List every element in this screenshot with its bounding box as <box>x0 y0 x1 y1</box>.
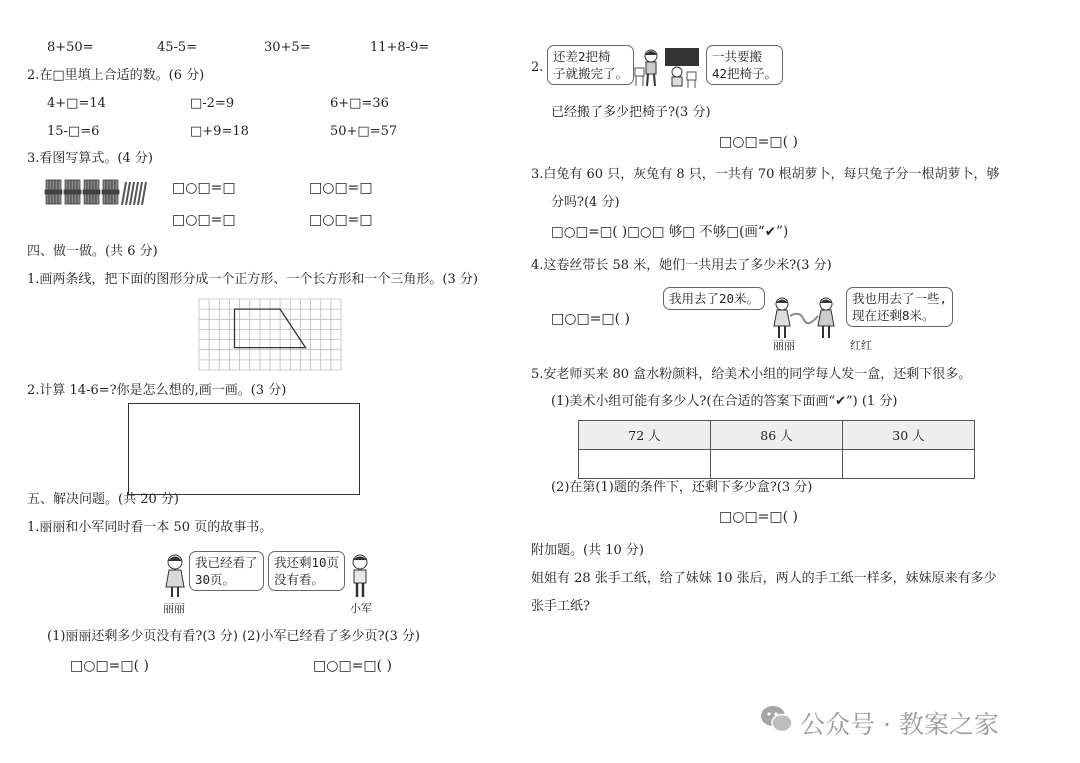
r-q5-title: 5.安老师买来 80 盒水粉颜料，给美术小组的同学每人发一盒，还剩下很多。 <box>531 367 972 382</box>
r-q3-answer: □○□=□( )□○□ 够□ 不够□(画“✔”) <box>551 224 789 240</box>
chair-speech-bubble-2 <box>706 45 783 85</box>
r-q5-sub2: (2)在第(1)题的条件下，还剩下多少盒?(3 分) <box>551 480 813 495</box>
option-86: 86 人 <box>711 421 843 450</box>
bubble-line: 30页。 <box>195 572 236 587</box>
r-q3-line2: 分吗?(4 分) <box>551 195 620 210</box>
bubble-line: 子就搬完了。 <box>553 66 629 81</box>
section-5-title: 五、解决问题。(共 20 分) <box>27 492 179 507</box>
r-q5-answer: □○□=□( ) <box>719 509 799 525</box>
extra-title: 附加题。(共 10 分) <box>531 543 644 558</box>
lili-speech-bubble <box>189 551 264 591</box>
extra-line2: 张手工纸? <box>531 599 590 614</box>
option-72: 72 人 <box>579 421 711 450</box>
ribbon-speech-bubble-1 <box>663 287 765 310</box>
r-q4-answer: □○□=□( ) <box>551 311 631 327</box>
bubble-line: 没有看。 <box>274 572 325 587</box>
q2-title: 2.在□里填上合适的数。(6 分) <box>27 68 205 83</box>
grid-trapezoid-figure <box>199 299 341 370</box>
calc-item-2: 45-5= <box>157 40 198 55</box>
girl-lili-figure <box>163 553 187 599</box>
mark-cell-86[interactable] <box>711 450 843 479</box>
sticks-picture <box>46 178 156 208</box>
wechat-logo-icon <box>760 704 794 734</box>
lili-name-label: 丽丽 <box>773 339 795 352</box>
boy-xiaojun-figure <box>348 553 372 599</box>
fill-item-4: 15-□=6 <box>47 124 100 139</box>
q3-title: 3.看图写算式。(4 分) <box>27 151 153 166</box>
chair-speech-bubble-1 <box>547 45 634 85</box>
bubble-line: 还差2把椅 <box>553 49 611 64</box>
r-q4-title: 4.这卷丝带长 58 米，她们一共用去了多少米?(3 分) <box>531 258 832 273</box>
answer-line-2: □○□=□( ) <box>313 658 393 674</box>
formula-box-4: □○□=□ <box>309 212 373 228</box>
formula-box-3: □○□=□ <box>172 212 236 228</box>
bubble-line: 我用去了20米。 <box>669 291 760 306</box>
fill-item-1: 4+□=14 <box>47 96 106 111</box>
r-q2-answer: □○□=□( ) <box>719 134 799 150</box>
girls-with-ribbon-figure <box>770 292 840 342</box>
sec4-q1: 1.画两条线，把下面的图形分成一个正方形、一个长方形和一个三角形。(3 分) <box>27 272 478 287</box>
r-q2-text: 已经搬了多少把椅子?(3 分) <box>551 105 711 120</box>
calc-item-4: 11+8-9= <box>370 40 430 55</box>
sec5-sub-questions: (1)丽丽还剩多少页没有看?(3 分) (2)小军已经看了多少页?(3 分) <box>47 629 420 644</box>
calc-item-3: 30+5= <box>264 40 311 55</box>
r-q3-line1: 3.白兔有 60 只，灰兔有 8 只，一共有 70 根胡萝卜，每只兔子分一根胡萝卜，够 <box>531 167 1000 182</box>
xiaojun-speech-bubble <box>268 551 345 591</box>
formula-box-1: □○□=□ <box>172 180 236 196</box>
bubble-line: 一共要搬 <box>712 49 763 64</box>
drawing-box[interactable] <box>128 403 360 495</box>
bubble-line: 我也用去了一些, <box>852 291 948 306</box>
bubble-line: 我已经看了 <box>195 555 258 570</box>
formula-box-2: □○□=□ <box>309 180 373 196</box>
options-table <box>578 420 975 479</box>
fill-item-6: 50+□=57 <box>330 124 398 139</box>
mark-cell-30[interactable] <box>843 450 975 479</box>
bubble-line: 现在还剩8米。 <box>852 308 935 323</box>
honghong-name-label: 红红 <box>850 339 872 352</box>
r-q5-sub1: (1)美术小组可能有多少人?(在合适的答案下面画“✔”) (1 分) <box>551 394 898 409</box>
fill-item-3: 6+□=36 <box>330 96 389 111</box>
r-q2-number: 2. <box>531 60 544 75</box>
watermark-text: 公众号 · 教案之家 <box>800 710 999 739</box>
fill-item-5: □+9=18 <box>190 124 249 139</box>
children-moving-chairs-figure <box>635 44 703 90</box>
answer-line-1: □○□=□( ) <box>70 658 150 674</box>
fill-item-2: □-2=9 <box>190 96 235 111</box>
option-30: 30 人 <box>843 421 975 450</box>
bubble-line: 42把椅子。 <box>712 66 778 81</box>
xiaojun-name-label: 小军 <box>350 602 372 615</box>
lili-name-label: 丽丽 <box>163 602 185 615</box>
ribbon-speech-bubble-2 <box>846 287 953 327</box>
extra-line1: 姐姐有 28 张手工纸，给了妹妹 10 张后，两人的手工纸一样多，妹妹原来有多少 <box>531 571 997 586</box>
mark-cell-72[interactable] <box>579 450 711 479</box>
sec5-q1: 1.丽丽和小军同时看一本 50 页的故事书。 <box>27 520 273 535</box>
bubble-line: 我还剩10页 <box>274 555 340 570</box>
calc-item-1: 8+50= <box>47 40 94 55</box>
sec4-q2: 2.计算 14-6=?你是怎么想的,画一画。(3 分) <box>27 383 287 398</box>
section-4-title: 四、做一做。(共 6 分) <box>27 244 158 259</box>
